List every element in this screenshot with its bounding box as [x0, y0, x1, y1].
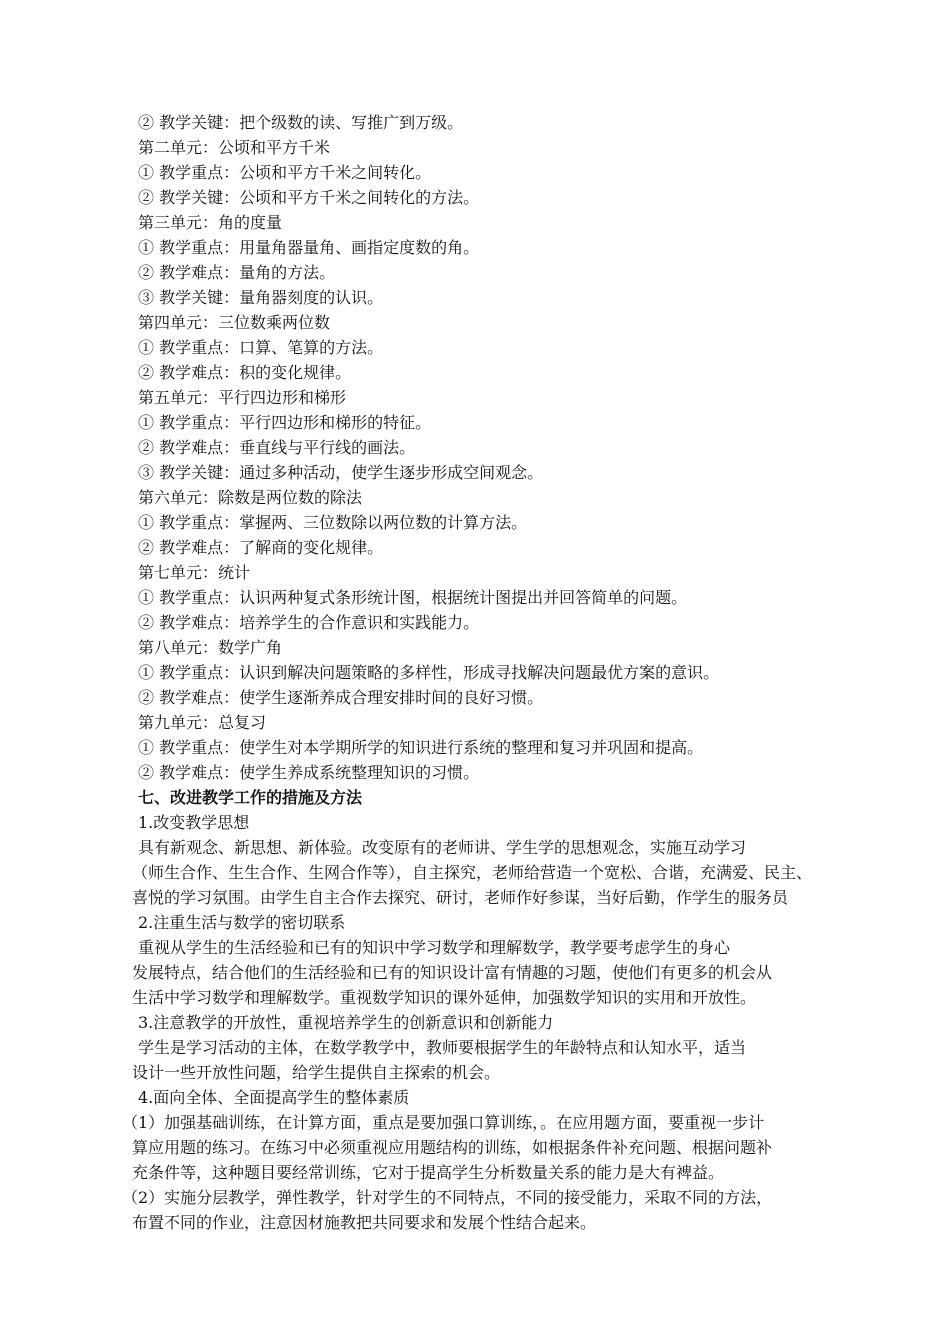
item-title: 3.注意教学的开放性，重视培养学生的创新意识和创新能力: [138, 1013, 554, 1032]
paragraph-line: 布置不同的作业，注意因材施教把共同要求和发展个性结合起来。: [132, 1213, 597, 1232]
unit-line: ① 教学重点：使学生对本学期所学的知识进行系统的整理和复习并巩固和提高。: [138, 738, 704, 757]
unit-line: ① 教学重点：平行四边形和梯形的特征。: [138, 413, 432, 432]
unit-line: ② 教学难点：量角的方法。: [138, 263, 336, 282]
unit-line: ① 教学重点：认识到解决问题策略的多样性，形成寻找解决问题最优方案的意识。: [138, 663, 720, 682]
unit-line: ② 教学难点：积的变化规律。: [138, 363, 352, 382]
paragraph-line: 重视从学生的生活经验和已有的知识中学习数学和理解数学，教学要考虑学生的身心: [138, 938, 731, 957]
paragraph-line: 具有新观念、新思想、新体验。改变原有的老师讲、学生学的思想观念，实施互动学习: [138, 838, 747, 857]
unit-line: ① 教学重点：口算、笔算的方法。: [138, 338, 384, 357]
unit-line: ① 教学重点：公顷和平方千米之间转化。: [138, 163, 432, 182]
paragraph-line: 学生是学习活动的主体，在数学教学中，教师要根据学生的年龄特点和认知水平，适当: [138, 1038, 747, 1057]
unit-line: ② 教学难点：了解商的变化规律。: [138, 538, 384, 557]
item-title: 2.注重生活与数学的密切联系: [138, 913, 346, 932]
paragraph-line: （2）实施分层教学，弹性教学，针对学生的不同特点，不同的接受能力，采取不同的方法，: [122, 1188, 773, 1207]
paragraph-line: （1）加强基础训练，在计算方面，重点是要加强口算训练，。在应用题方面，要重视一步计: [122, 1113, 765, 1132]
unit-line: ① 教学重点：用量角器量角、画指定度数的角。: [138, 238, 480, 257]
paragraph-line: 算应用题的练习。在练习中必须重视应用题结构的训练，如根据条件补充问题、根据问题补: [132, 1138, 773, 1157]
unit-line: ③ 教学关键：量角器刻度的认识。: [138, 288, 384, 307]
item-title: 4.面向全体、全面提高学生的整体素质: [138, 1088, 410, 1107]
paragraph-line: 生活中学习数学和理解数学。重视数学知识的课外延伸，加强数学知识的实用和开放性。: [132, 988, 757, 1007]
unit-line: ② 教学难点：使学生养成系统整理知识的习惯。: [138, 763, 480, 782]
document-body: [122, 110, 850, 1235]
unit-title: 第二单元：公顷和平方千米: [138, 138, 331, 157]
unit-title: 第四单元：三位数乘两位数: [138, 313, 331, 332]
paragraph-line: 设计一些开放性问题，给学生提供自主探索的机会。: [132, 1063, 501, 1082]
item-title: 1.改变教学思想: [138, 813, 250, 832]
unit-title: 第八单元：数学广角: [138, 638, 283, 657]
unit-line: ② 教学关键：公顷和平方千米之间转化的方法。: [138, 188, 480, 207]
paragraph-line: （师生合作、生生合作、生网合作等），自主探究，老师给营造一个宽松、合谐，充满爱、民主、: [132, 863, 813, 882]
units-list: [138, 110, 850, 785]
unit-line: ② 教学难点：使学生逐渐养成合理安排时间的良好习惯。: [138, 688, 544, 707]
unit-line: ① 教学重点：认识两种复式条形统计图，根据统计图提出并回答简单的问题。: [138, 588, 688, 607]
unit-title: 第七单元：统计: [138, 563, 251, 582]
unit-line: ③ 教学关键：通过多种活动，使学生逐步形成空间观念。: [138, 463, 544, 482]
unit-title: 第三单元：角的度量: [138, 213, 283, 232]
unit-title: 第六单元：除数是两位数的除法: [138, 488, 363, 507]
section-heading: 七、改进教学工作的措施及方法: [138, 788, 363, 807]
unit-line: ② 教学难点：培养学生的合作意识和实践能力。: [138, 613, 480, 632]
unit-line: ② 教学难点：垂直线与平行线的画法。: [138, 438, 416, 457]
unit-title: 第九单元：总复习: [138, 713, 267, 732]
unit-title: 第五单元：平行四边形和梯形: [138, 388, 347, 407]
unit-line: ① 教学重点：掌握两、三位数除以两位数的计算方法。: [138, 513, 528, 532]
paragraph-line: 发展特点，结合他们的生活经验和已有的知识设计富有情趣的习题，使他们有更多的机会从: [132, 963, 773, 982]
unit-line: ② 教学关键：把个级数的读、写推广到万级。: [138, 113, 464, 132]
paragraph-line: 喜悦的学习氛围。由学生自主合作去探究、研讨，老师作好参谋，当好后勤，作学生的服务员: [132, 888, 789, 907]
paragraph-line: 充条件等，这种题目要经常训练，它对于提高学生分析数量关系的能力是大有裨益。: [132, 1163, 725, 1182]
